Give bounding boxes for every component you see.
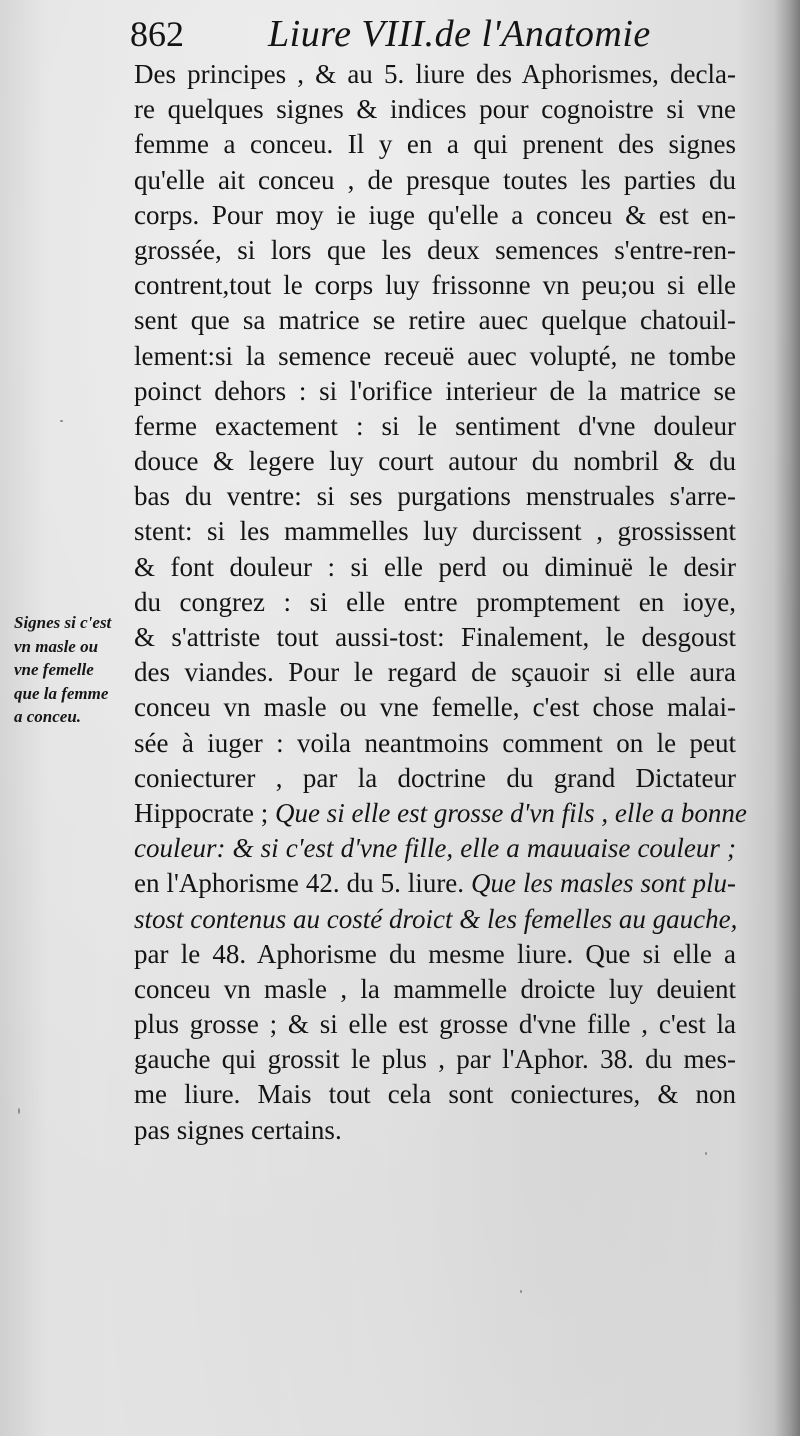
italic-quotation: Que si elle est grosse d'vn fils , elle a bonne (274, 797, 747, 828)
text-line (134, 690, 736, 725)
text-run: par le 48. Aphorisme du mesme liure. Que si elle a (134, 938, 736, 969)
text-run: sent que sa matrice se retire auec quelque chatouil- (134, 305, 736, 336)
text-run: gauche qui grossit le plus , par l'Aphor. 38. du mes- (134, 1044, 736, 1075)
text-line (134, 726, 736, 761)
text-run: du congrez : si elle entre promptement en ioye, (134, 586, 736, 617)
margin-note-line: a conceu. (14, 707, 82, 726)
text-run: & s'attriste tout aussi-tost: Finalement, le desgoust (134, 622, 736, 652)
paper-speck (18, 1108, 20, 1114)
text-run: qu'elle ait conceu , de presque toutes les parties du (134, 164, 736, 195)
text-run: re quelques signes & indices pour cognoistre si vne (134, 94, 736, 125)
text-run: des viandes. Pour le regard de sçauoir si elle aura (134, 657, 736, 688)
text-line (134, 233, 736, 268)
text-line (134, 92, 736, 127)
text-run: douce & legere luy court autour du nombril & du (134, 446, 736, 477)
text-line (134, 409, 736, 444)
text-run: & font douleur : si elle perd ou diminuë le desir (134, 551, 736, 582)
text-line (134, 444, 736, 479)
italic-quotation: stost contenus au costé droict & les femelles au gauche, (134, 903, 738, 934)
text-line (134, 479, 736, 514)
text-run: poinct dehors : si l'orifice interieur de la matrice se (134, 375, 736, 406)
text-run: stent: si les mammelles luy durcissent , grossissent (134, 516, 736, 547)
text-line (134, 339, 736, 374)
text-run: conceu vn masle , la mammelle droicte luy deuient (134, 973, 736, 1004)
text-line (134, 514, 736, 549)
text-line (134, 585, 736, 620)
margin-note-line: que la femme (14, 683, 109, 703)
italic-quotation: couleur: & si c'est d'vne fille, elle a mauuaise couleur ; (134, 833, 736, 864)
text-line (134, 761, 736, 796)
margin-note-line: vne femelle (14, 660, 94, 679)
paper-speck (520, 1290, 522, 1293)
page-gutter-shadow (774, 0, 800, 1436)
main-text-block (134, 57, 747, 1148)
text-run: conceu vn masle ou vne femelle, c'est chose malai- (134, 692, 736, 723)
paper-speck (705, 1152, 707, 1155)
text-line (134, 127, 736, 162)
paper-speck (60, 420, 63, 422)
page-number: 862 (130, 14, 184, 54)
text-line (134, 655, 736, 690)
text-line (134, 57, 736, 92)
text-line (134, 937, 736, 972)
text-line (134, 1007, 736, 1042)
text-run: lement:si la semence receuë auec volupté, ne tombe (134, 340, 736, 371)
text-line (134, 972, 736, 1007)
text-line (134, 303, 736, 338)
text-line (134, 163, 736, 198)
text-line (134, 1077, 736, 1112)
text-run: bas du ventre: si ses purgations menstruales s'arre- (134, 481, 736, 512)
text-run: coniecturer , par la doctrine du grand Dictateur (134, 762, 736, 793)
text-line (134, 620, 736, 655)
running-head: Liure VIII.de l'Anatomie (268, 13, 651, 55)
text-run: grossée, si lors que les deux semences s'entre-ren- (134, 234, 736, 265)
italic-quotation: Que les masles sont plu- (471, 868, 737, 899)
text-line (134, 902, 736, 937)
text-run: sée à iuger : voila neantmoins comment on le peut (134, 727, 736, 758)
text-run: Des principes , & au 5. liure des Aphorismes, decla- (134, 59, 736, 89)
text-run: ferme exactement : si le sentiment d'vne douleur (134, 410, 736, 441)
text-line (134, 268, 736, 303)
text-line (134, 374, 736, 409)
text-run: en l'Aphorisme 42. du 5. liure. (134, 868, 472, 899)
text-run: pas signes certains. (134, 1114, 342, 1145)
text-line (134, 1042, 736, 1077)
text-line (134, 866, 736, 901)
text-line (134, 550, 736, 585)
text-run: femme a conceu. Il y en a qui prenent des signes (134, 129, 736, 160)
text-line (134, 796, 747, 831)
margin-note-line: Signes si c'est (14, 613, 112, 632)
text-line (134, 831, 736, 866)
margin-note-line: vn masle ou (14, 636, 99, 656)
page-header (130, 12, 730, 58)
text-run: me liure. Mais tout cela sont coniectures, & non (134, 1079, 736, 1110)
text-line (134, 1113, 736, 1148)
text-run: contrent,tout le corps luy frissonne vn peu;ou si elle (134, 270, 736, 301)
text-line (134, 198, 736, 233)
text-run: Hippocrate ; (134, 797, 275, 828)
margin-note (14, 611, 132, 729)
text-run: corps. Pour moy ie iuge qu'elle a conceu & est en- (134, 199, 736, 230)
text-run: plus grosse ; & si elle est grosse d'vne fille , c'est la (134, 1009, 736, 1040)
